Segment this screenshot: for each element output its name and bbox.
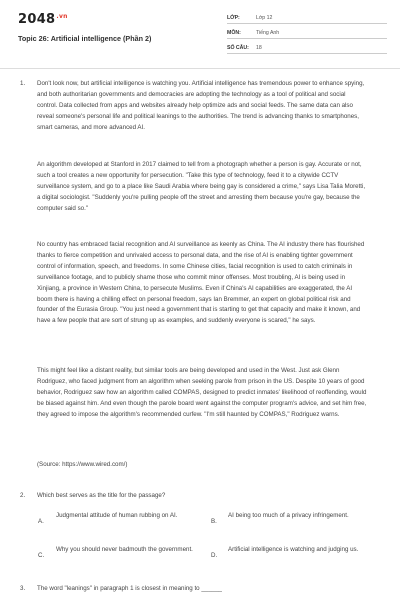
- page-header: [0, 0, 400, 66]
- meta-info: [227, 12, 387, 57]
- passage-paragraph-1: Don't look now, but artificial intelligence is watching you. Artificial intelligence has tremendous power to enhance spying, and both authoritarian governments and democracies are adopting the technology as a tool of political and social control. Data collected from apps and websites already help optimize ads and social feeds. The same data can also reveal someone's personal life and political leanings to the authorities. The trend is advancing thanks to smartphones, smart cameras, and more advanced AI.: [37, 80, 365, 131]
- option-letter: D.: [211, 552, 218, 559]
- passage-source: (Source: https://www.wired.com/): [37, 461, 128, 468]
- option-text: Why you should never badmouth the government.: [56, 546, 193, 553]
- meta-value: Tiếng Anh: [256, 29, 280, 36]
- option-text: Judgmental attitude of human rubbing on AI.: [56, 512, 178, 519]
- option-text: AI being too much of a privacy infringement.: [228, 512, 349, 519]
- question-text: The word "leanings" in paragraph 1 is closest in meaning to ______: [37, 585, 222, 592]
- question-number: 1.: [20, 80, 26, 87]
- passage-paragraph-3: No country has embraced facial recognition and AI surveillance as keenly as China. The AI industry there has flourished thanks to fierce competition and unrivaled access to personal data, and the rise of AI is enabling tighter government control of information, speech, and freedoms. In some Chinese cities, facial recognition is used to catch criminals in surveillance footage, and to publicly shame those who commit minor offenses. Most troubling, AI is being used in Xinjiang, a province in Western China, to persecute Muslims. Even if China's AI capabilities are exaggerated, the AI boom there is having a chilling effect on personal freedom, says Ian Bremmer, an expert on global political risk and founder of the Eurasia Group. "You just need a government that is starting to get that capacity and make it known, and have a few people that are sort of strung up as examples, and suddenly everyone is scared," he says.: [37, 241, 365, 325]
- meta-label: LỚP:: [227, 14, 240, 21]
- meta-row-class: [227, 12, 387, 24]
- meta-label: SỐ CÂU:: [227, 44, 249, 51]
- question-text: Which best serves as the title for the passage?: [37, 492, 166, 499]
- passage-paragraph-4: This might feel like a distant reality, but similar tools are being developed and used in the West. Just ask Glenn Rodriguez, who faced judgment from an algorithm when seeking parole from prison in the US. Despite 10 years of good behavior, Rodriguez saw how an algorithm called COMPAS, designed to predict inmates' likelihood of reoffending, would be biased against him. And even though the parole board went against the computer program's advice, and set him free, they agreed to impose the algorithm's recommended curfew. "I'm still haunted by COMPAS," Rodriguez warns.: [37, 367, 367, 418]
- option-letter: A.: [38, 518, 44, 525]
- option-letter: B.: [211, 518, 217, 525]
- site-logo[interactable]: $2048^{.vn}$: [18, 12, 68, 27]
- meta-row-count: [227, 42, 387, 54]
- question-number: 2.: [20, 492, 26, 499]
- meta-value: 18: [256, 44, 262, 51]
- option-letter: C.: [38, 552, 45, 559]
- header-divider: [0, 68, 400, 69]
- passage-paragraph-2: An algorithm developed at Stanford in 2017 claimed to tell from a photograph whether a person is gay. Accurate or not, such a tool creates a new opportunity for persecution. "Take this type of technology, feed it to a citywide CCTV surveillance system, and go to a place like Saudi Arabia where being gay is considered a crime," says Lisa Talia Moretti, a digital sociologist. "Suddenly you're pulling people off the street and arresting them because you're gay, because the computer said so.": [37, 161, 366, 212]
- topic-title: Topic 26: Artificial intelligence (Phần 2): [18, 34, 152, 43]
- meta-row-subject: [227, 27, 387, 39]
- meta-value: Lớp 12: [256, 14, 273, 21]
- question-number: 3.: [20, 585, 26, 592]
- option-text: Artificial intelligence is watching and judging us.: [228, 546, 359, 553]
- meta-label: MÔN:: [227, 29, 241, 36]
